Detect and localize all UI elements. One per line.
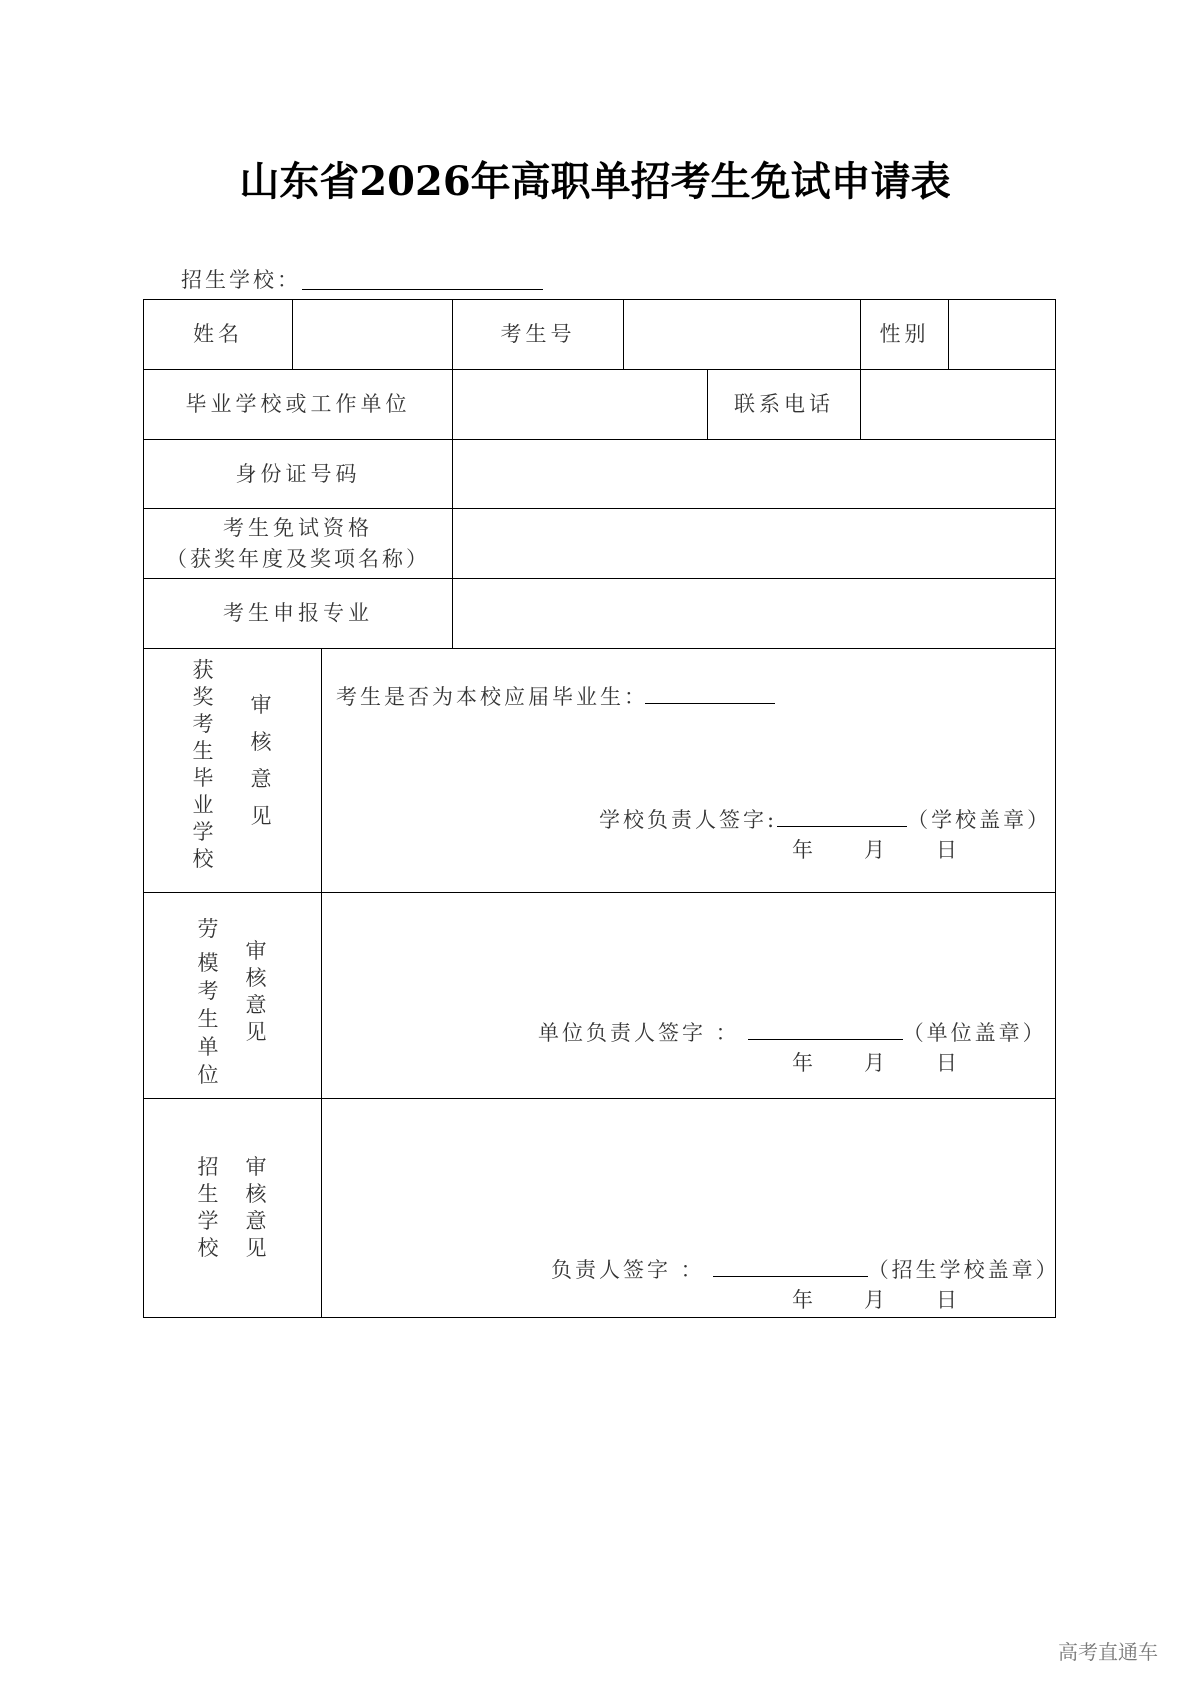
school-label: 招生学校： [181, 268, 301, 292]
watermark: 高考直通车 [1058, 1640, 1158, 1664]
school-review-date: 年 月 日 [792, 838, 957, 862]
model-worker-label-col1: 劳 模 考 生 单 位 [197, 917, 219, 1087]
admission-signature-field[interactable] [713, 1254, 868, 1277]
gender-field[interactable] [949, 300, 1055, 369]
admission-review-date: 年 月 日 [792, 1288, 957, 1312]
model-worker-label-col2: 审 核 意 见 [245, 939, 267, 1044]
major-label: 考生申报专业 [223, 601, 373, 625]
name-label: 姓名 [193, 322, 243, 346]
graduation-school-label: 毕业学校或工作单位 [185, 392, 411, 416]
exam-number-label: 考生号 [500, 322, 576, 346]
id-number-label: 身份证号码 [235, 461, 361, 486]
qualification-label-line2: （获奖年度及奖项名称） [166, 546, 430, 571]
award-school-label-col2: 审 核 意 见 [250, 693, 272, 828]
graduation-school-field[interactable] [453, 370, 707, 439]
admission-school-label-col1: 招 生 学 校 [197, 1155, 219, 1260]
phone-field[interactable] [861, 370, 1055, 439]
school-signature-field[interactable] [777, 804, 907, 827]
unit-signature-line: 单位负责人签字 ： （单位盖章） [538, 1017, 1047, 1047]
admission-school-label-col2: 审 核 意 见 [245, 1155, 267, 1260]
gender-label: 性别 [879, 322, 930, 346]
fresh-graduate-answer-field[interactable] [645, 681, 775, 704]
fresh-graduate-question: 考生是否为本校应届毕业生： [336, 681, 775, 711]
award-school-label-col1: 获 奖 考 生 毕 业 学 校 [192, 658, 214, 871]
exam-number-field[interactable] [624, 300, 860, 369]
qualification-field[interactable] [453, 509, 1055, 578]
school-signature-line: 学校负责人签字: （学校盖章） [599, 804, 1051, 834]
phone-label: 联系电话 [734, 392, 834, 416]
school-input[interactable] [302, 289, 543, 290]
qualification-label-line1: 考生免试资格 [223, 515, 373, 540]
id-number-field[interactable] [453, 440, 1055, 508]
unit-review-date: 年 月 日 [792, 1051, 957, 1075]
form-title: 山东省2026年高职单招考生免试申请表 [239, 158, 951, 205]
unit-signature-field[interactable] [748, 1017, 903, 1040]
major-field[interactable] [453, 579, 1055, 648]
qualification-label [144, 509, 452, 578]
application-table [143, 299, 1060, 1318]
name-field[interactable] [293, 300, 452, 369]
admission-signature-line: 负责人签字 ： （招生学校盖章） [551, 1254, 1060, 1284]
